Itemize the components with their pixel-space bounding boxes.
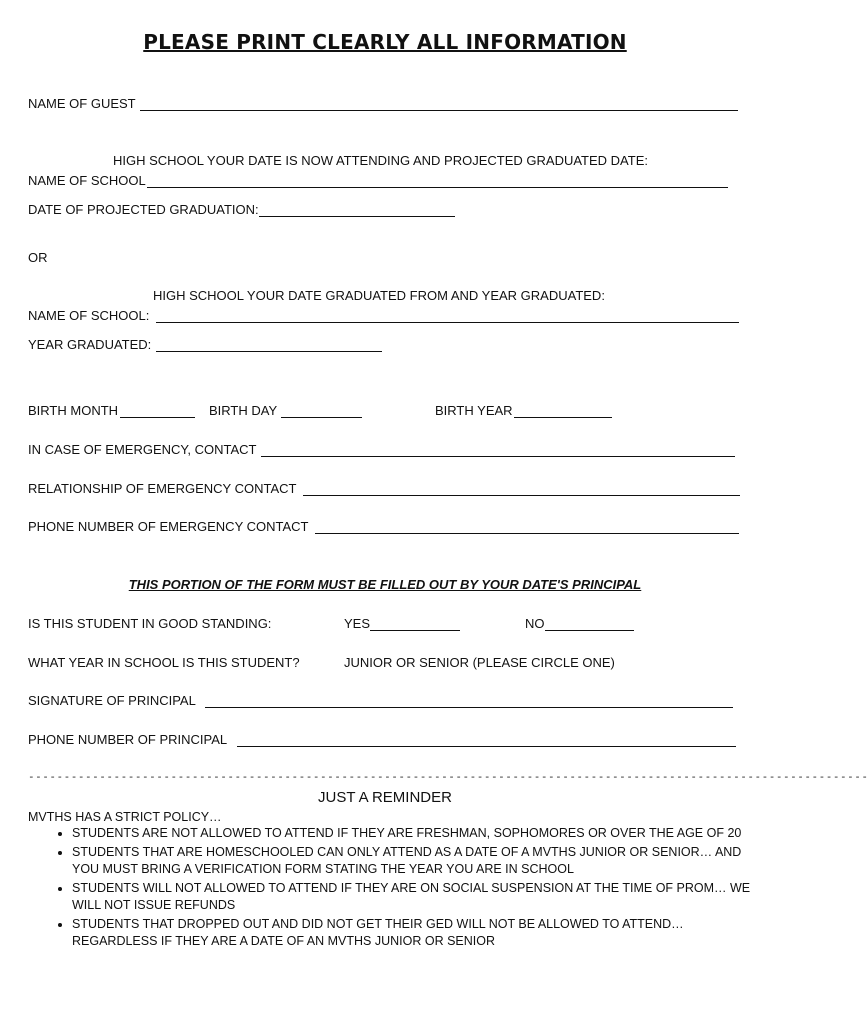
- policy-item: • STUDENTS THAT DROPPED OUT AND DID NOT GET THEIR GED WILL NOT BE ALLOWED TO ATTEND…REGARDLESS IF THEY ARE A DATE OF AN MVTHS JUNIOR OR SENIOR: [72, 916, 762, 951]
- guest-name-label: NAME OF GUEST: [28, 96, 136, 111]
- dashed-divider: ----------------------------------------------------------------------------------------------------------------------: [28, 770, 868, 783]
- policy-item: • STUDENTS THAT ARE HOMESCHOOLED CAN ONLY ATTEND AS A DATE OF A MVTHS JUNIOR OR SENIOR… AND YOU MUST BRING A VERIFICATION FORM STATING THE YEAR YOU ARE IN SCHOOL: [72, 844, 762, 879]
- current-school-heading: HIGH SCHOOL YOUR DATE IS NOW ATTENDING AND PROJECTED GRADUATED DATE:: [113, 153, 648, 168]
- graduated-school-name-label: NAME OF SCHOOL:: [28, 308, 150, 323]
- good-standing-label: IS THIS STUDENT IN GOOD STANDING:: [28, 616, 272, 631]
- year-graduated-label: YEAR GRADUATED:: [28, 337, 152, 352]
- current-school-name-label: NAME OF SCHOOL: [28, 173, 146, 188]
- principal-section-heading: THIS PORTION OF THE FORM MUST BE FILLED OUT BY YOUR DATE'S PRINCIPAL: [128, 577, 642, 592]
- birth-month-label: BIRTH MONTH: [28, 403, 119, 418]
- principal-phone-field[interactable]: [237, 746, 736, 747]
- current-school-name-field[interactable]: [147, 187, 728, 188]
- emergency-contact-field[interactable]: [261, 456, 735, 457]
- emergency-phone-label: PHONE NUMBER OF EMERGENCY CONTACT: [28, 519, 309, 534]
- yes-field[interactable]: [370, 630, 460, 631]
- yes-label: YES: [344, 616, 371, 631]
- reminder-title: JUST A REMINDER: [318, 789, 452, 806]
- form-title: PLEASE PRINT CLEARLY ALL INFORMATION: [143, 30, 627, 54]
- principal-phone-label: PHONE NUMBER OF PRINCIPAL: [28, 732, 228, 747]
- emergency-contact-label: IN CASE OF EMERGENCY, CONTACT: [28, 442, 257, 457]
- school-year-question: WHAT YEAR IN SCHOOL IS THIS STUDENT?: [28, 655, 300, 670]
- birth-day-field[interactable]: [281, 417, 362, 418]
- policy-item: • STUDENTS WILL NOT ALLOWED TO ATTEND IF THEY ARE ON SOCIAL SUSPENSION AT THE TIME OF PROM… WE WILL NOT ISSUE REFUNDS: [72, 880, 762, 915]
- no-field[interactable]: [545, 630, 634, 631]
- birth-year-field[interactable]: [514, 417, 612, 418]
- birth-day-label: BIRTH DAY: [209, 403, 278, 418]
- emergency-relationship-label: RELATIONSHIP OF EMERGENCY CONTACT: [28, 481, 297, 496]
- graduated-school-name-field[interactable]: [156, 322, 739, 323]
- guest-name-field[interactable]: [140, 110, 738, 111]
- policy-intro: MVTHS HAS A STRICT POLICY…: [28, 810, 222, 824]
- projected-graduation-field[interactable]: [259, 216, 455, 217]
- policy-item: • STUDENTS ARE NOT ALLOWED TO ATTEND IF THEY ARE FRESHMAN, SOPHOMORES OR OVER THE AGE OF 20: [72, 825, 762, 843]
- birth-year-label: BIRTH YEAR: [435, 403, 513, 418]
- graduated-school-heading: HIGH SCHOOL YOUR DATE GRADUATED FROM AND YEAR GRADUATED:: [153, 288, 605, 303]
- no-label: NO: [525, 616, 545, 631]
- policy-list: [52, 825, 762, 952]
- principal-signature-label: SIGNATURE OF PRINCIPAL: [28, 693, 196, 708]
- or-separator: OR: [28, 250, 48, 265]
- principal-signature-field[interactable]: [205, 707, 733, 708]
- birth-month-field[interactable]: [120, 417, 195, 418]
- year-graduated-field[interactable]: [156, 351, 382, 352]
- emergency-relationship-field[interactable]: [303, 495, 740, 496]
- school-year-options[interactable]: JUNIOR OR SENIOR (PLEASE CIRCLE ONE): [344, 655, 615, 670]
- emergency-phone-field[interactable]: [315, 533, 739, 534]
- projected-graduation-label: DATE OF PROJECTED GRADUATION:: [28, 202, 259, 217]
